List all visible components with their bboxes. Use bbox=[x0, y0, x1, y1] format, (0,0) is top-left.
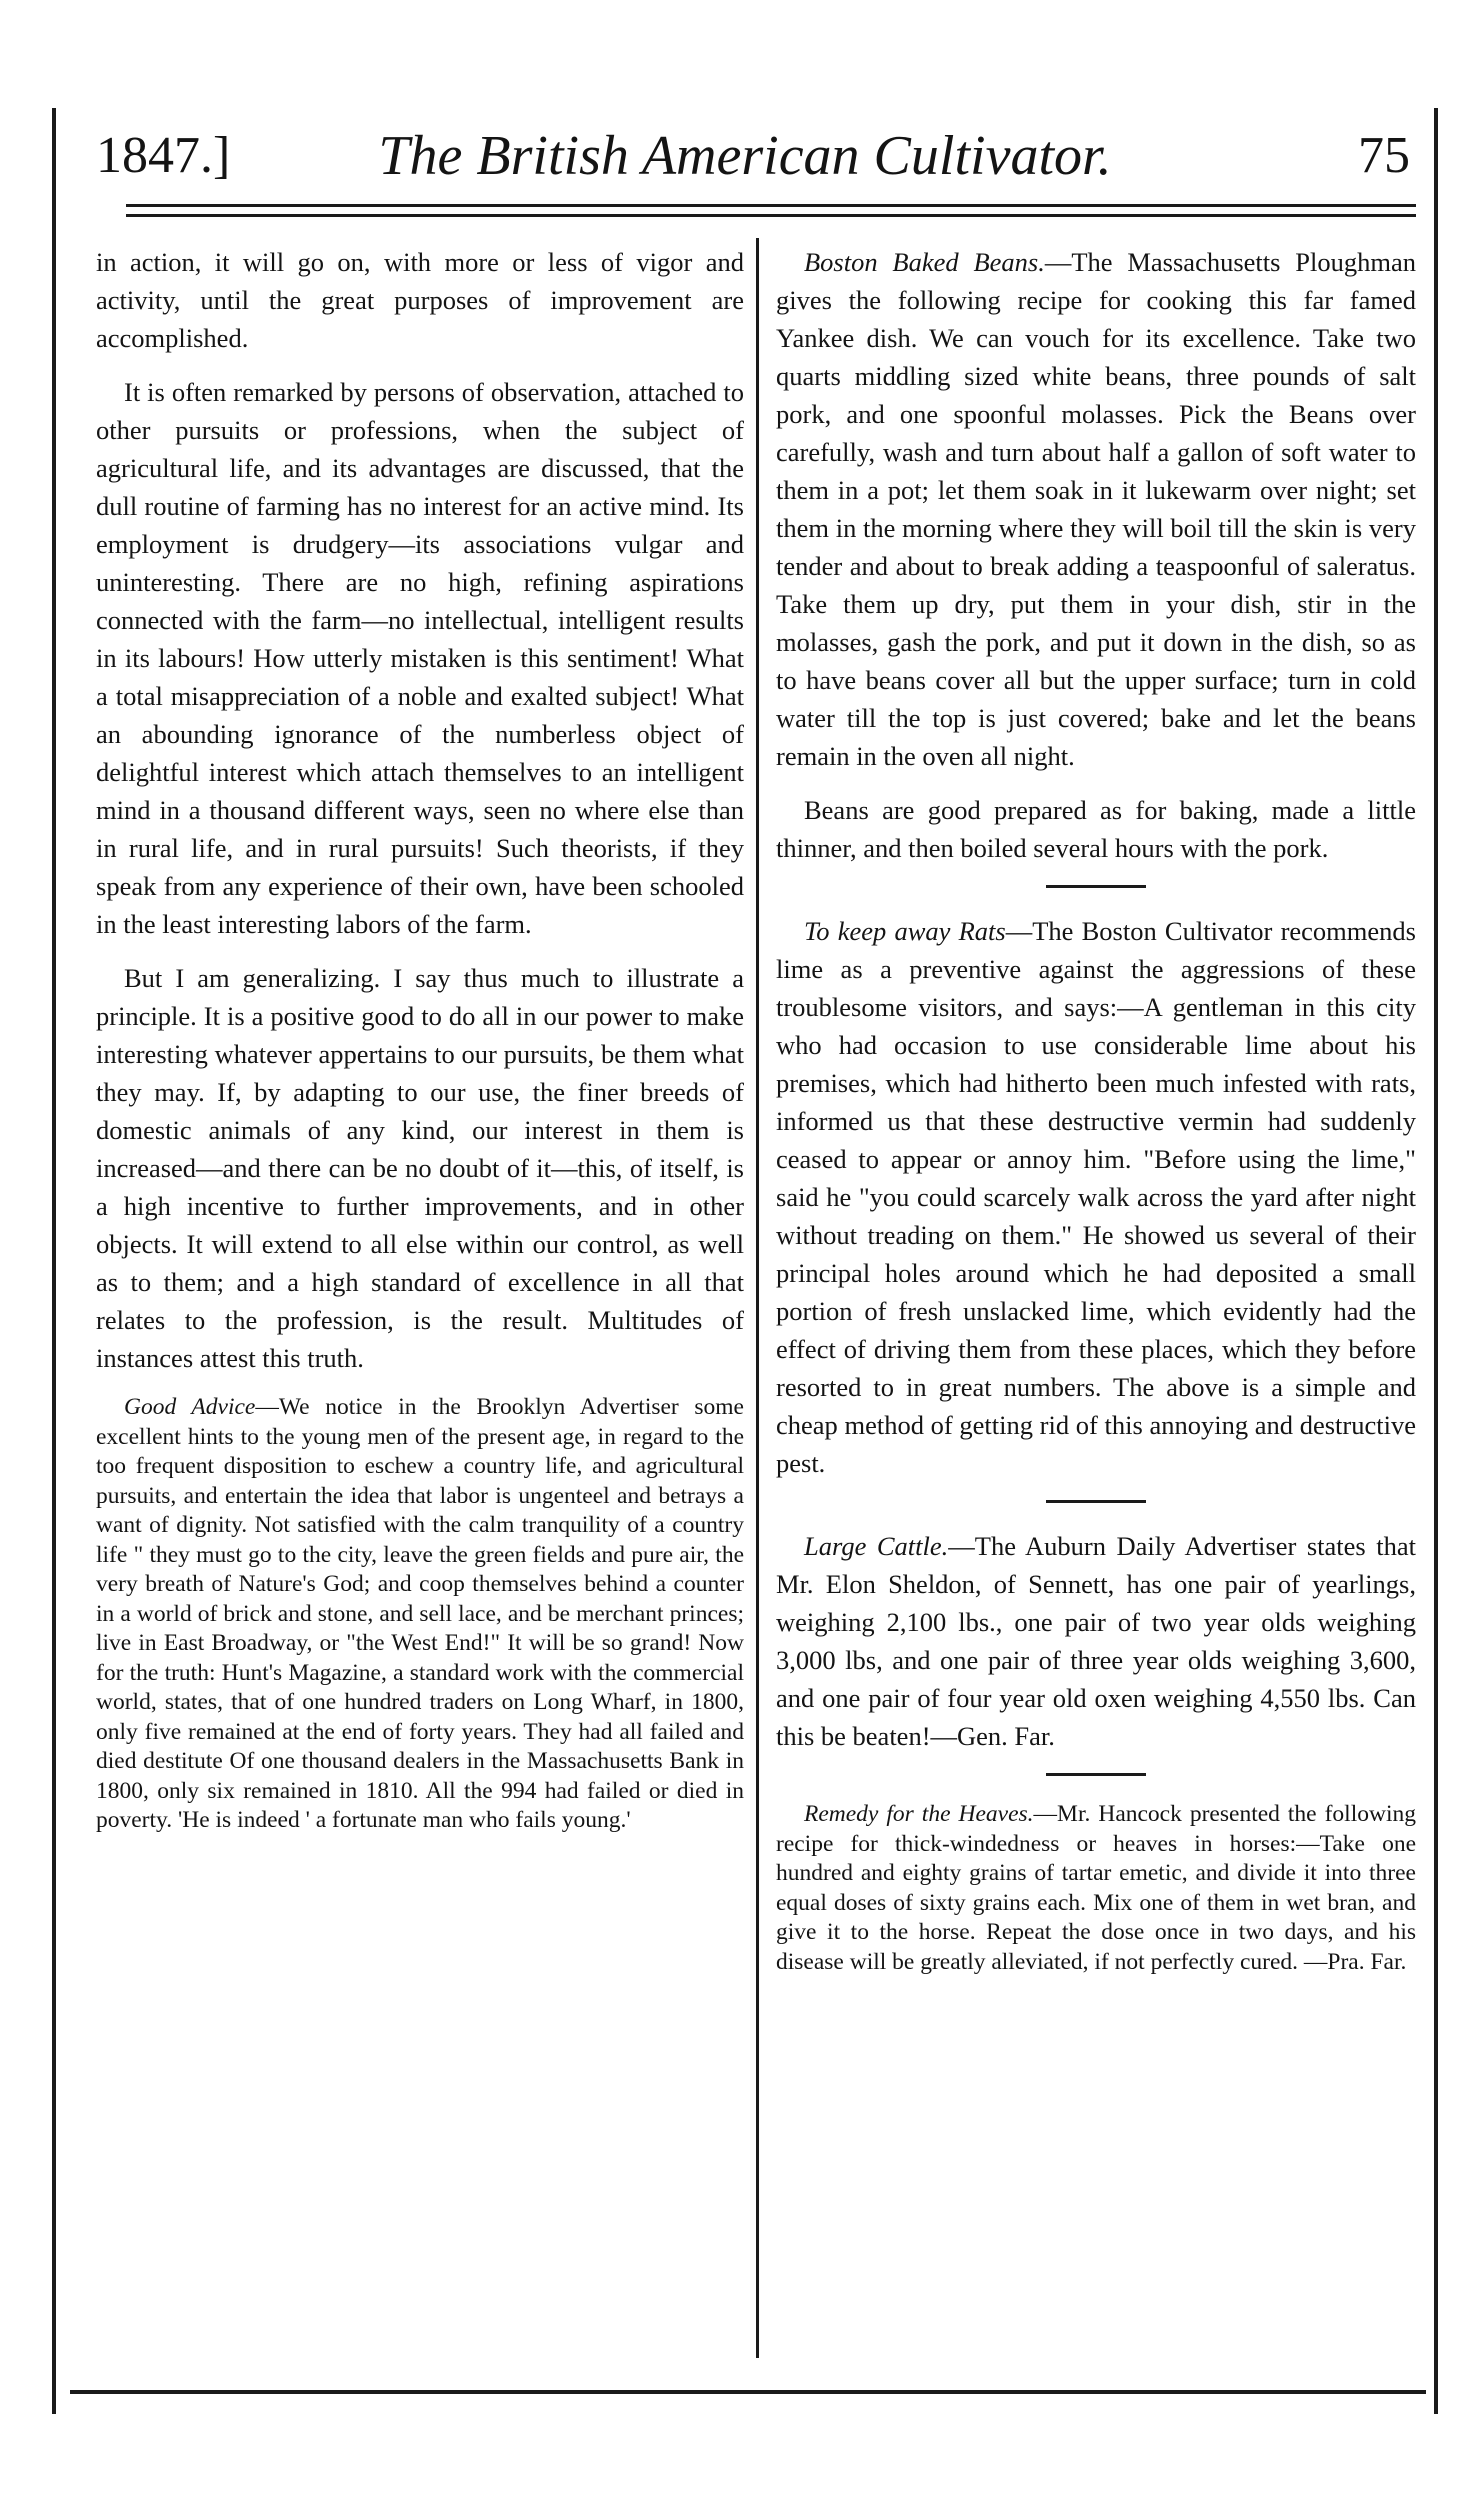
header-year: 1847.] bbox=[96, 127, 231, 184]
right-column bbox=[776, 243, 1416, 1989]
cattle-heading: Large Cattle. bbox=[804, 1531, 949, 1561]
left-paragraph-1: in action, it will go on, with more or less of vigor and activity, until the great purposes of improvement are accomplished. bbox=[96, 247, 744, 353]
newspaper-page bbox=[52, 108, 1438, 2414]
article-divider bbox=[1046, 885, 1146, 888]
article-divider bbox=[1046, 1773, 1146, 1776]
header-rule-top bbox=[126, 204, 1416, 207]
page-bottom-rule bbox=[70, 2390, 1426, 2394]
good-advice-heading: Good Advice bbox=[124, 1394, 256, 1420]
heaves-heading: Remedy for the Heaves. bbox=[804, 1801, 1034, 1827]
header-title: The British American Cultivator. bbox=[378, 125, 1112, 187]
left-column bbox=[96, 243, 744, 1848]
good-advice-article bbox=[96, 1393, 744, 1836]
page-header bbox=[56, 108, 1434, 196]
rats-body: —The Boston Cultivator recommends lime as a preventive against the aggressions of these troublesome visitors, and says:—A gentleman in this city who had occasion to use considerable lime about his premises, which had hitherto been much infested with rats, informed us that these destructive vermin had suddenly ceased to appear or annoy him. "Before using the lime," said he "you could scarcely walk across the yard after night without treading on them." He showed us several of their principal holes around which he had deposited a small portion of fresh unslacked lime, which evidently had the effect of driving them from these places, which they before resorted to in great numbers. The above is a simple and cheap method of getting rid of this annoying and destructive pest. bbox=[776, 916, 1416, 1478]
cattle-article bbox=[776, 1527, 1416, 1755]
heaves-article bbox=[776, 1800, 1416, 1977]
cattle-body: —The Auburn Daily Advertiser states that Mr. Elon Sheldon, of Sennett, has one pair of yearlings, weighing 2,100 lbs., one pair of two year olds weighing 3,000 lbs, and one pair of three year olds weighing 3,600, and one pair of four year old oxen weighing 4,550 lbs. Can this be beaten!—Gen. Far. bbox=[776, 1531, 1416, 1751]
baked-beans-paragraph-2: Beans are good prepared as for baking, made a little thinner, and then boiled several hours with the pork. bbox=[776, 795, 1416, 863]
heaves-body: —Mr. Hancock presented the following recipe for thick-windedness or heaves in horses:—Take one hundred and eighty grains of tartar emetic, and divide it into three equal doses of sixty grains each. Mix one of them in wet bran, and give it to the horse. Repeat the dose once in two days, and his disease will be greatly alleviated, if not perfectly cured. —Pra. Far. bbox=[776, 1801, 1416, 1975]
rats-article bbox=[776, 912, 1416, 1482]
column-divider bbox=[756, 238, 759, 2358]
good-advice-body: —We notice in the Brooklyn Advertiser some excellent hints to the young men of the present age, in regard to the too frequent disposition to eschew a country life, and agricultural pursuits, and entertain the idea that labor is ungenteel and betrays a want of dignity. Not satisfied with the calm tranquility of a country life " they must go to the city, leave the green fields and pure air, the very breath of Nature's God; and coop themselves behind a counter in a world of brick and stone, and sell lace, and be merchant princes; live in East Broadway, or "the West End!" It will be so grand! Now for the truth: Hunt's Magazine, a standard work with the commercial world, states, that of one hundred traders on Long Wharf, in 1800, only five remained at the end of forty years. They had all failed and died destitute Of one thousand dealers in the Massachusetts Bank in 1800, only six remained in 1810. All the 994 had failed or died in poverty. 'He is indeed ' a fortunate man who fails young.' bbox=[96, 1394, 744, 1833]
baked-beans-heading: Boston Baked Beans. bbox=[804, 247, 1045, 277]
baked-beans-article bbox=[776, 243, 1416, 775]
header-page-number: 75 bbox=[1358, 127, 1410, 184]
left-paragraph-3: But I am generalizing. I say thus much to illustrate a principle. It is a positive good to do all in our power to make interesting whatever appertains to our pursuits, be them what they may. If, by adapting to our use, the finer breeds of domestic animals of any kind, our interest in them is increased—and there can be no doubt of it—this, of itself, is a high incentive to further improvements, and in other objects. It will extend to all else within our control, as well as to them; and a high standard of excellence in all that relates to the profession, is the result. Multitudes of instances attest this truth. bbox=[96, 963, 744, 1373]
article-divider bbox=[1046, 1500, 1146, 1503]
rats-heading: To keep away Rats bbox=[804, 916, 1006, 946]
baked-beans-body: —The Massachusetts Ploughman gives the following recipe for cooking this far famed Yankee dish. We can vouch for its excellence. Take two quarts middling sized white beans, three pounds of salt pork, and one spoonful molasses. Pick the Beans over carefully, wash and turn about half a gallon of soft water to them in a pot; let them soak in it lukewarm over night; set them in the morning where they will boil till the skin is very tender and about to break adding a teaspoonful of saleratus. Take them up dry, put them in your dish, stir in the molasses, gash the pork, and put it down in the dish, so as to have beans cover all but the upper surface; turn in cold water till the top is just covered; bake and let the beans remain in the oven all night. bbox=[776, 247, 1416, 771]
left-paragraph-2: It is often remarked by persons of observation, attached to other pursuits or professions, when the subject of agricultural life, and its advantages are discussed, that the dull routine of farming has no interest for an active mind. Its employment is drudgery—its associations vulgar and uninteresting. There are no high, refining aspirations connected with the farm—no intellectual, intelligent results in its labours! How utterly mistaken is this sentiment! What a total misappreciation of a noble and exalted subject! What an abounding ignorance of the numberless object of delightful interest which attach themselves to an intelligent mind in a thousand different ways, seen no where else than in rural life, and in rural pursuits! Such theorists, if they speak from any experience of their own, have been schooled in the least interesting labors of the farm. bbox=[96, 377, 744, 939]
header-rule-bottom bbox=[126, 214, 1416, 217]
